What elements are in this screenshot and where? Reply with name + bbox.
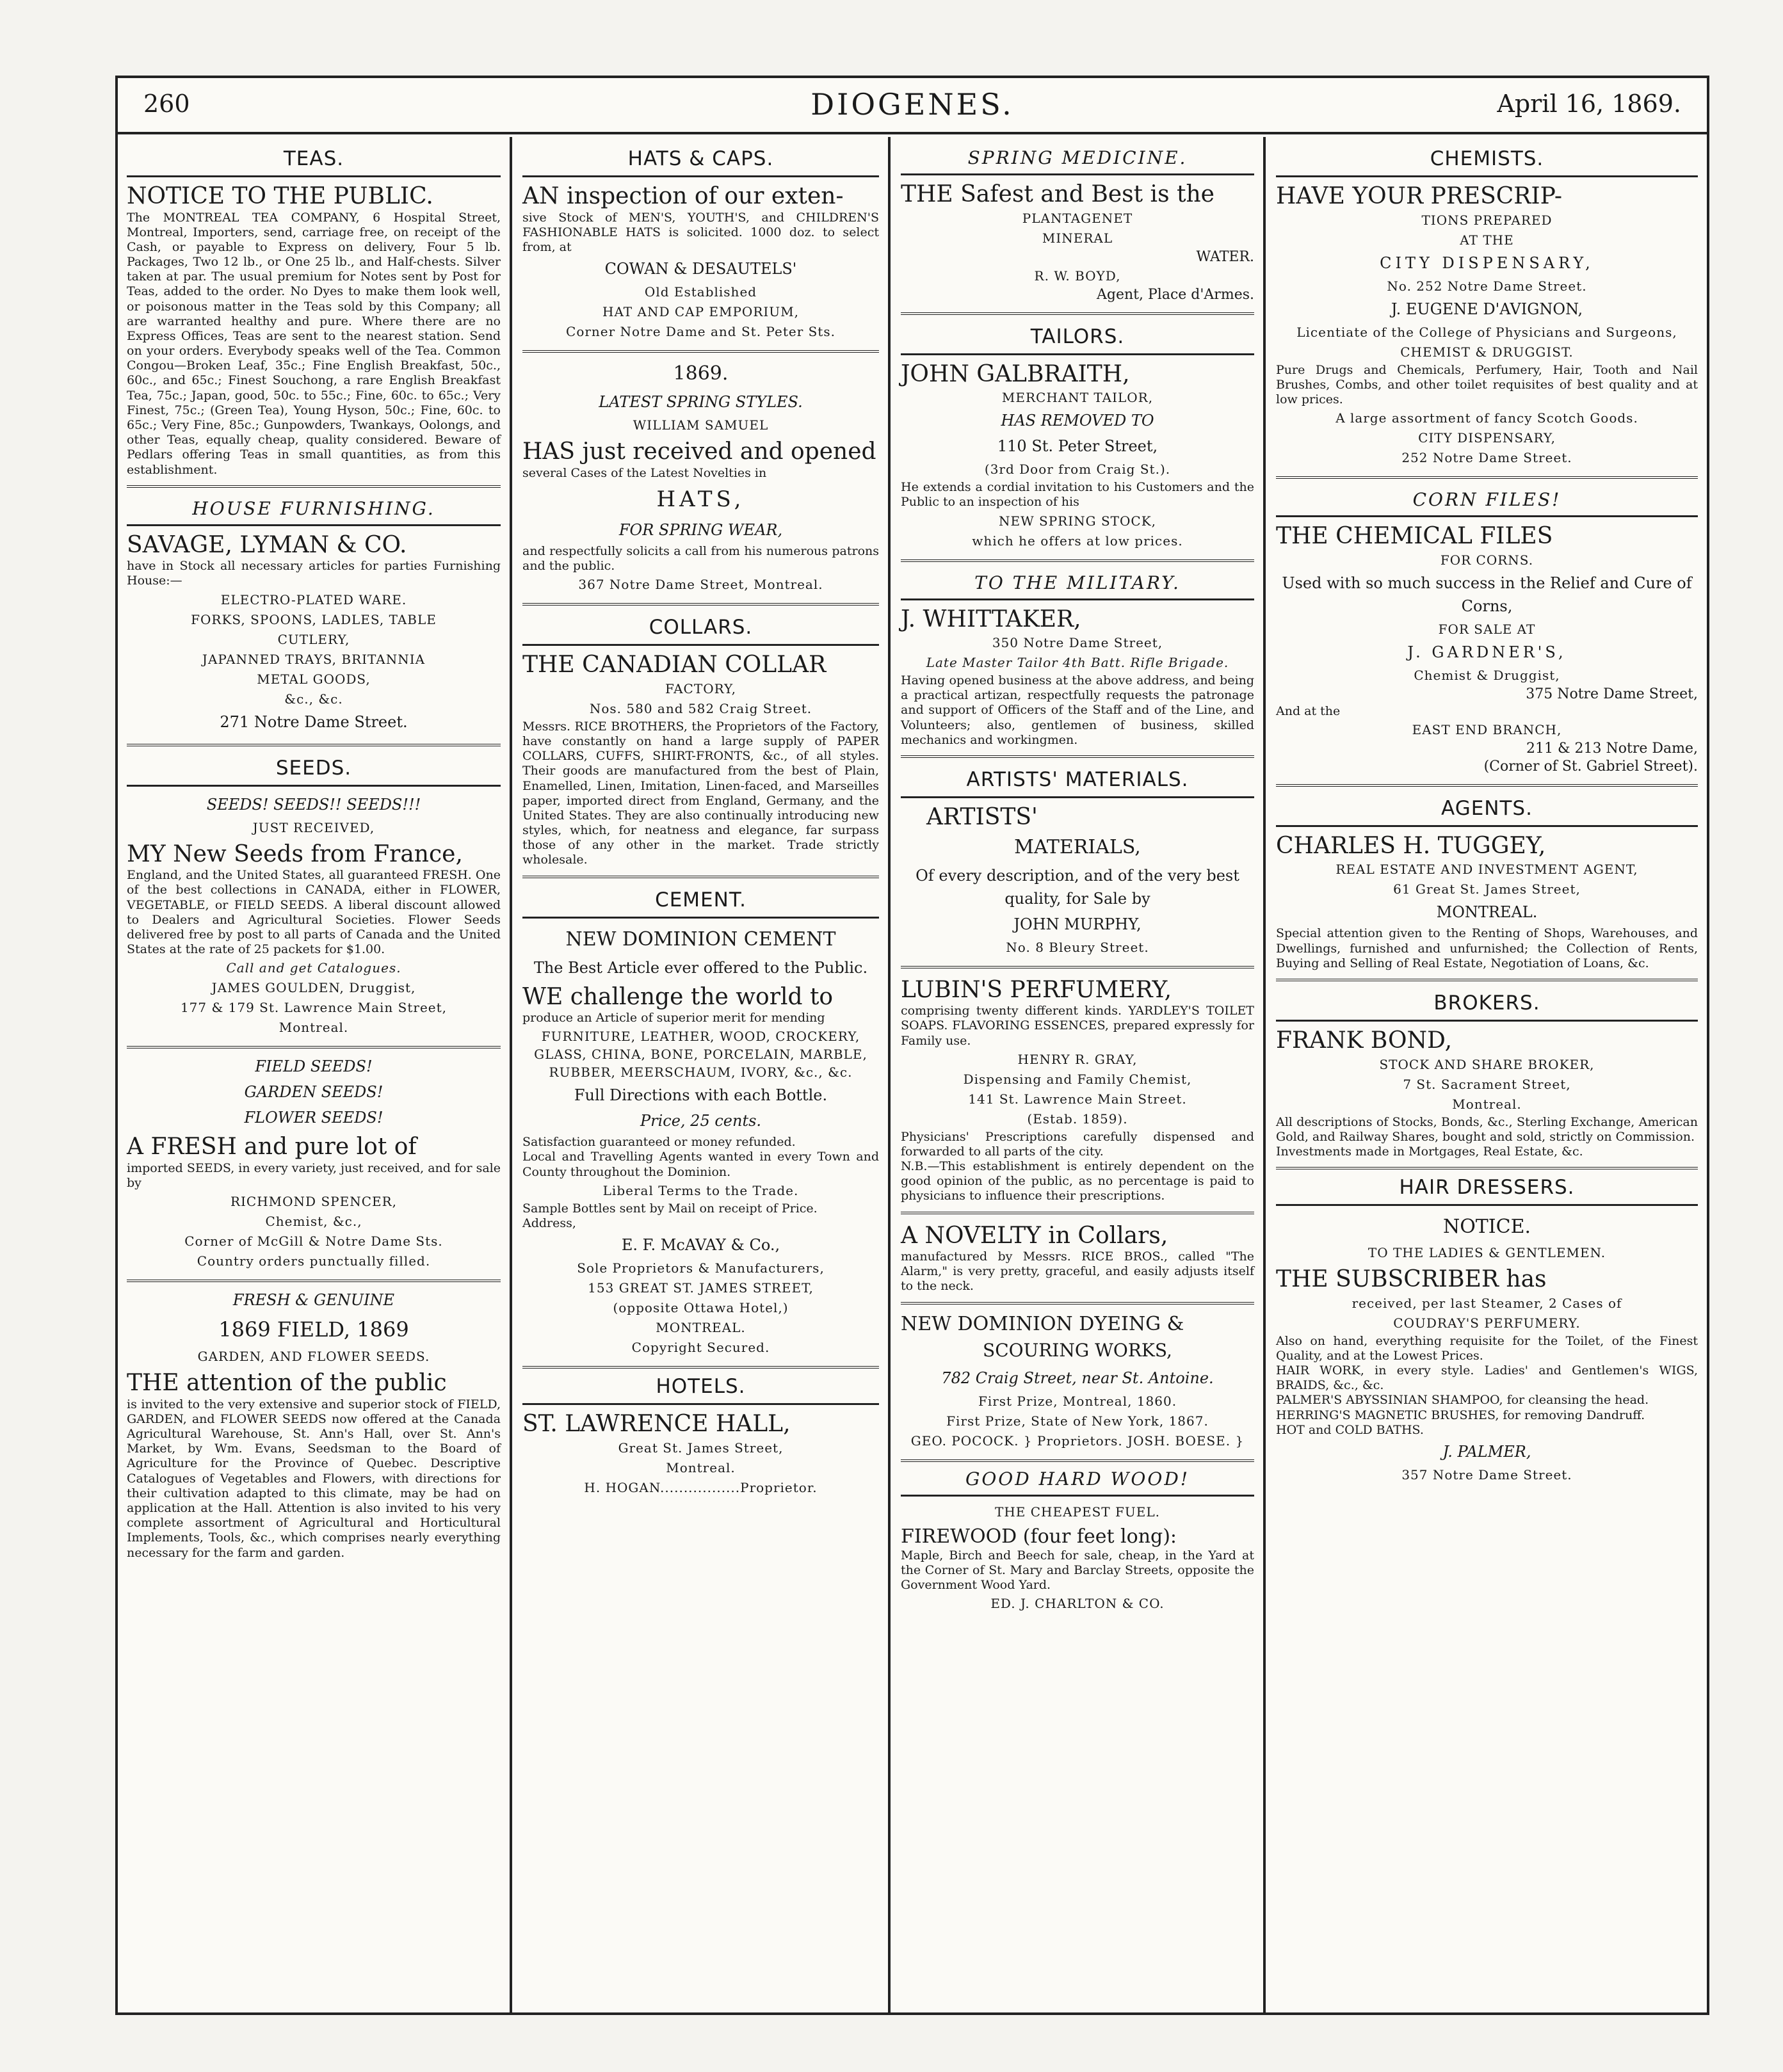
ad-agents (1276, 787, 1698, 981)
ad-body: PALMER'S ABYSSINIAN SHAMPOO, for cleansing the head. (1276, 1393, 1649, 1408)
ad-line: H. HOGAN.................Proprietor. (584, 1479, 818, 1495)
ad-line: CHEMIST & DRUGGIST. (1400, 344, 1574, 360)
ad-artists-materials (901, 758, 1254, 968)
ad-line: First Prize, Montreal, 1860. (978, 1393, 1177, 1409)
ad-body: manufactured by Messrs. RICE BROS., called "The Alarm," is very pretty, graceful, and easily adjusts itself to the neck. (901, 1249, 1254, 1294)
ad-address: 177 & 179 St. Lawrence Main Street, (180, 1000, 448, 1016)
ad-body: Investments made in Mortgages, Real Estate, &c. (1276, 1144, 1583, 1159)
ad-field-seeds (127, 1048, 501, 1282)
ad-house-furnishing (127, 488, 501, 746)
ad-name: WILLIAM SAMUEL (633, 417, 769, 433)
ad-headline: AN inspection of our exten- (522, 183, 844, 209)
ad-address: 61 Great St. James Street, (1393, 881, 1581, 897)
section-heading: SEEDS. (127, 750, 501, 787)
ad-body: HERRING'S MAGNETIC BRUSHES, for removing Dandruff. (1276, 1408, 1645, 1422)
ad-line: PLANTAGENET (1022, 210, 1133, 226)
ad-line: Country orders punctually filled. (197, 1253, 431, 1269)
section-heading: HOUSE FURNISHING. (127, 492, 501, 526)
ad-line: HAS REMOVED TO (1001, 412, 1154, 430)
section-heading: SPRING MEDICINE. (901, 141, 1254, 175)
ad-name: HENRY R. GRAY, (1017, 1051, 1138, 1067)
ad-headline: THE attention of the public (127, 1370, 447, 1397)
ad-line: METAL GOODS, (257, 671, 371, 687)
ad-body: produce an Article of superior merit for mending (522, 1011, 825, 1025)
ad-name: CITY DISPENSARY, (1418, 430, 1556, 446)
ad-name: JAMES GOULDEN, Druggist, (211, 980, 416, 996)
ad-line: MINERAL (1042, 230, 1113, 246)
ad-tailors (901, 315, 1254, 562)
ad-line: TO THE LADIES & GENTLEMEN. (1368, 1245, 1606, 1261)
column-divider (888, 137, 891, 2012)
ad-body: and respectfully solicits a call from his numerous patrons and the public. (522, 543, 879, 574)
ad-headline: THE CHEMICAL FILES (1276, 523, 1553, 550)
ad-line: MERCHANT TAILOR, (1001, 390, 1154, 406)
section-heading: BROKERS. (1276, 985, 1698, 1022)
ad-dyeing-works (901, 1305, 1254, 1462)
ad-body: Having opened business at the above address, and being a practical artizan, respectfully requests the patronage and support of Officers of the Staff and of the Line, and Volunteers; also, gentlemen of business, skilled mechanics and workingmen. (901, 673, 1254, 747)
ad-hats-caps (522, 137, 879, 353)
ad-headline: NOTICE TO THE PUBLIC. (127, 183, 433, 209)
section-heading: TAILORS. (901, 319, 1254, 355)
ad-address: No. 8 Bleury Street. (1006, 939, 1149, 955)
ad-headline: FIREWOOD (four feet long): (901, 1525, 1177, 1548)
column-divider (1263, 137, 1266, 2012)
ad-body: sive Stock of MEN'S, YOUTH'S, and CHILDREN'S FASHIONABLE HATS is solicited. 1000 doz. to select from, at (522, 210, 879, 254)
ad-headline: ARTISTS' (926, 803, 1038, 830)
ad-body: All descriptions of Stocks, Bonds, &c., Sterling Exchange, American Gold, and Railway Shares, bought and sold, strictly on Commission. (1276, 1114, 1698, 1144)
ad-name: RICHMOND SPENCER, (230, 1194, 398, 1210)
ad-body: Also on hand, everything requisite for the Toilet, of the Finest Quality, and at the Lowest Prices. (1276, 1333, 1698, 1363)
ad-line: (opposite Ottawa Hotel,) (613, 1300, 789, 1316)
ad-teas (127, 137, 501, 488)
ad-body: Of every description, and of the very best quality, for Sale by (916, 866, 1239, 908)
ad-line: Licentiate of the College of Physicians and Surgeons, (1296, 324, 1677, 340)
ad-body: imported SEEDS, in every variety, just received, and for sale by (127, 1160, 501, 1191)
ad-line: FIELD SEEDS! (255, 1057, 373, 1076)
ad-name: J. EUGENE D'AVIGNON, (1391, 300, 1583, 318)
ad-name: R. W. BOYD, (1034, 268, 1121, 284)
ad-headline: WE challenge the world to (522, 983, 834, 1010)
ad-lubin-perfumery (901, 968, 1254, 1214)
ad-body: He extends a cordial invitation to his Customers and the Public to an inspection of his (901, 480, 1254, 510)
ad-line: Liberal Terms to the Trade. (602, 1182, 799, 1198)
ad-brokers (1276, 981, 1698, 1169)
ad-line: EAST END BRANCH, (1412, 721, 1562, 737)
ad-line: GARDEN, AND FLOWER SEEDS. (197, 1349, 430, 1365)
ad-spring-medicine (901, 137, 1254, 315)
ad-line: STOCK AND SHARE BROKER, (1379, 1056, 1595, 1072)
ad-address: Corner of McGill & Notre Dame Sts. (184, 1233, 443, 1249)
ad-line: AT THE (1460, 232, 1514, 248)
ad-line: The Best Article ever offered to the Public. (533, 958, 868, 977)
ad-address: 350 Notre Dame Street, (992, 635, 1163, 651)
ad-city: Montreal. (278, 1020, 349, 1036)
ad-line: HAT AND CAP EMPORIUM, (602, 304, 799, 320)
ad-line: Copyright Secured. (631, 1340, 770, 1356)
ad-headline: LUBIN'S PERFUMERY, (901, 976, 1172, 1003)
section-heading: GOOD HARD WOOD! (901, 1462, 1254, 1497)
column-3 (892, 137, 1263, 2012)
ad-line: FLOWER SEEDS! (244, 1109, 383, 1127)
page-number: 260 (143, 90, 190, 118)
ad-address: 211 & 213 Notre Dame, (1526, 740, 1698, 757)
ad-line: HATS, (656, 486, 745, 512)
ad-name: CITY DISPENSARY, (1380, 253, 1594, 272)
ad-headline: HAS just received and opened (522, 438, 876, 465)
ad-name: COWAN & DESAUTELS' (604, 260, 797, 278)
ad-line: (Corner of St. Gabriel Street). (1483, 758, 1698, 775)
ad-city: MONTREAL. (1436, 903, 1538, 922)
ad-body: England, and the United States, all guaranteed FRESH. One of the best collections in CANADA, either in FLOWER, VEGETABLE, or FIELD SEEDS. A liberal discount allowed to Dealers and Agricultural Societies. Flower Seeds delivered free by post to all parts of Canada and the United States at the rate of 25 packets for $1.00. (127, 868, 501, 957)
ad-headline: THE CANADIAN COLLAR (522, 652, 827, 679)
section-heading: CHEMISTS. (1276, 141, 1698, 177)
ad-price: Price, 25 cents. (640, 1112, 762, 1130)
ad-body: several Cases of the Latest Novelties in (522, 465, 767, 480)
ad-line: 1869. (673, 362, 729, 385)
section-heading: HAIR DRESSERS. (1276, 1169, 1698, 1206)
ad-line: Chemist & Druggist, (1414, 667, 1560, 683)
ad-line: ELECTRO-PLATED WARE. (220, 591, 407, 607)
ad-headline: SAVAGE, LYMAN & CO. (127, 531, 407, 558)
ad-line: Full Directions with each Bottle. (574, 1086, 828, 1105)
ad-address: 375 Notre Dame Street, (1526, 686, 1698, 702)
ad-line: 1869 FIELD, 1869 (218, 1317, 409, 1342)
newspaper-page (115, 76, 1709, 2015)
ad-line: (3rd Door from Craig St.). (984, 462, 1171, 478)
ad-line: Late Master Tailor 4th Batt. Rifle Brigade. (926, 655, 1229, 671)
ad-address: 153 GREAT ST. JAMES STREET, (588, 1280, 814, 1296)
ad-line: Agent, Place d'Armes. (1097, 286, 1254, 303)
column-2 (513, 137, 888, 2012)
ad-body: Maple, Birch and Beech for sale, cheap, in the Yard at the Corner of St. Mary and Barclay Streets, opposite the Government Wood Yard. (901, 1548, 1254, 1592)
section-heading: CEMENT. (522, 882, 879, 919)
ad-city: Montreal. (666, 1459, 736, 1475)
ad-name: E. F. McAVAY & Co., (621, 1236, 780, 1255)
section-heading: COLLARS. (522, 609, 879, 646)
issue-date: April 16, 1869. (1497, 90, 1681, 118)
ad-headline: A FRESH and pure lot of (127, 1134, 417, 1160)
ad-headline: A NOVELTY in Collars, (901, 1222, 1168, 1249)
ad-line: Dispensing and Family Chemist, (963, 1071, 1192, 1087)
ad-line: received, per last Steamer, 2 Cases of (1351, 1295, 1622, 1311)
ad-line: Sole Proprietors & Manufacturers, (577, 1260, 825, 1276)
ad-subheading: FRESH & GENUINE (232, 1291, 395, 1310)
ad-collars (522, 606, 879, 878)
ad-body: HAIR WORK, in every style. Ladies' and Gentlemen's WIGS, BRAIDS, &c., &c. (1276, 1363, 1698, 1393)
ad-address: Great St. James Street, (618, 1440, 784, 1456)
column-1 (118, 137, 510, 2012)
ad-line: FURNITURE, LEATHER, WOOD, CROCKERY, GLASS, CHINA, BONE, PORCELAIN, MARBLE, RUBBER, MEERSCHAUM, IVORY, &c., &c. (534, 1029, 867, 1080)
ad-city: Montreal. (1452, 1096, 1522, 1112)
section-heading: CORN FILES! (1276, 483, 1698, 517)
ad-city: MONTREAL. (656, 1320, 746, 1336)
section-heading: HOTELS. (522, 1369, 879, 1405)
section-heading: TO THE MILITARY. (901, 566, 1254, 600)
ad-fresh-seeds (127, 1282, 501, 1560)
column-4 (1267, 137, 1707, 2012)
ad-body: Special attention given to the Renting of Shops, Warehouses, and Dwellings, furnished and unfurnished; the Collection of Rents, Buying and Selling of Real Estate, Negotiation of Loans, &c. (1276, 926, 1698, 970)
ad-headline: FRANK BOND, (1276, 1027, 1453, 1054)
ad-body: comprising twenty different kinds. YARDLEY'S TOILET SOAPS. FLAVORING ESSENCES, prepared expressly for Family use. (901, 1004, 1254, 1048)
ad-line: which he offers at low prices. (972, 533, 1183, 549)
ad-body: Used with so much success in the Relief and Cure of Corns, (1282, 574, 1692, 615)
ad-line: NOTICE. (1442, 1216, 1531, 1239)
ad-address: 7 St. Sacrament Street, (1403, 1076, 1571, 1092)
ad-line: JUST RECEIVED, (252, 819, 375, 835)
masthead (118, 78, 1707, 134)
ad-address: No. 252 Notre Dame Street. (1387, 278, 1587, 294)
ad-address: 252 Notre Dame Street. (1401, 450, 1572, 466)
ad-corn-files (1276, 479, 1698, 787)
ad-headline: NEW DOMINION DYEING & (901, 1312, 1184, 1335)
ad-line: REAL ESTATE AND INVESTMENT AGENT, (1335, 862, 1638, 878)
ad-address: 271 Notre Dame Street. (220, 712, 408, 731)
ad-chemists (1276, 137, 1698, 479)
newspaper-title: DIOGENES. (811, 87, 1014, 122)
ad-name: J. GARDNER'S, (1407, 643, 1567, 661)
ad-line: JAPANNED TRAYS, BRITANNIA (202, 651, 426, 667)
section-heading: TEAS. (127, 141, 501, 177)
ad-headline: NEW DOMINION CEMENT (565, 928, 836, 951)
ad-line: Call and get Catalogues. (226, 960, 401, 976)
ad-line: MATERIALS, (1014, 835, 1141, 858)
ad-name: ED. J. CHARLTON & CO. (990, 1596, 1165, 1612)
ad-body: is invited to the very extensive and superior stock of FIELD, GARDEN, and FLOWER SEEDS now offered at the Canada Agricultural Warehouse, St. Ann's Hall, over St. Ann's Market, by Wm. Evans, Seedsman to the Board of Agriculture for the Province of Quebec. Descriptive Catalogues of Vegetables and Flowers, with directions for their cultivation adapted to this climate, may be had on application at the Hall. Attention is also invited to his very complete assortment of Agricultural and Horticultural Implements, Tools, &c., which comprises nearly everything necessary for the farm and garden. (127, 1397, 501, 1560)
ad-headline: ST. LAWRENCE HALL, (522, 1411, 791, 1438)
ad-line: FOR SPRING WEAR, (618, 520, 783, 539)
ad-line: THE CHEAPEST FUEL. (995, 1504, 1160, 1520)
ad-headline: MY New Seeds from France, (127, 840, 463, 867)
ad-line: WATER. (1196, 248, 1254, 265)
ad-cement (522, 878, 879, 1369)
ad-line: FACTORY, (665, 680, 737, 696)
ad-line: (Estab. 1859). (1027, 1111, 1128, 1127)
ad-body: Sample Bottles sent by Mail on receipt of Price. (522, 1201, 818, 1216)
ad-body: Pure Drugs and Chemicals, Perfumery, Hair, Tooth and Nail Brushes, Combs, and other toilet requisites of best quality and at low prices. (1276, 362, 1698, 406)
ad-novelty-collars (901, 1214, 1254, 1305)
ad-subheading: LATEST SPRING STYLES. (599, 393, 803, 412)
ad-military (901, 562, 1254, 758)
ad-address: 357 Notre Dame Street. (1401, 1466, 1572, 1482)
ad-body: Satisfaction guaranteed or money refunded. (522, 1135, 796, 1150)
section-heading: ARTISTS' MATERIALS. (901, 762, 1254, 798)
ad-seeds (127, 746, 501, 1049)
ad-spring-styles (522, 353, 879, 606)
column-divider (510, 137, 512, 2012)
ad-line: &c., &c. (284, 691, 343, 707)
ad-line: FOR CORNS. (1440, 552, 1534, 568)
ad-address: 141 St. Lawrence Main Street. (968, 1091, 1187, 1107)
ad-hotels (522, 1369, 879, 1497)
ad-hair-dressers (1276, 1169, 1698, 1484)
ad-name: JOHN MURPHY, (1013, 915, 1142, 933)
ad-line: A large assortment of fancy Scotch Goods. (1335, 410, 1638, 426)
section-heading: HATS & CAPS. (522, 141, 879, 177)
ad-line: TIONS PREPARED (1421, 212, 1553, 228)
ad-address: Nos. 580 and 582 Craig Street. (589, 700, 812, 716)
ad-line: Chemist, &c., (265, 1214, 362, 1230)
ad-address: 110 St. Peter Street, (997, 437, 1158, 456)
ad-line: NEW SPRING STOCK, (998, 513, 1156, 529)
ad-headline: THE Safest and Best is the (901, 181, 1214, 207)
ad-address: Corner Notre Dame and St. Peter Sts. (566, 324, 835, 340)
section-heading: AGENTS. (1276, 791, 1698, 827)
ad-headline: J. WHITTAKER, (901, 606, 1081, 632)
ad-body: Address, (522, 1216, 576, 1230)
ad-headline: HAVE YOUR PRESCRIP- (1276, 183, 1563, 209)
ad-body: Physicians' Prescriptions carefully dispensed and forwarded to all parts of the city. (901, 1129, 1254, 1159)
ad-line: FOR SALE AT (1438, 621, 1536, 637)
ad-address: 367 Notre Dame Street, Montreal. (578, 577, 823, 593)
ad-line: COUDRAY'S PERFUMERY. (1393, 1315, 1581, 1331)
ad-name: GEO. POCOCK. } Proprietors. JOSH. BOESE. } (910, 1433, 1245, 1449)
ad-line: CUTLERY, (277, 631, 350, 647)
ad-firewood (901, 1462, 1254, 1613)
ad-body: HOT and COLD BATHS. (1276, 1422, 1424, 1437)
ad-body: have in Stock all necessary articles for parties Furnishing House:— (127, 559, 501, 588)
ad-headline: JOHN GALBRAITH, (901, 360, 1130, 387)
ad-address: 782 Craig Street, near St. Antoine. (941, 1369, 1214, 1387)
ad-line: Old Established (644, 284, 757, 300)
ad-body: And at the (1276, 703, 1341, 718)
ad-name: J. PALMER, (1442, 1442, 1531, 1461)
ad-line: FORKS, SPOONS, LADLES, TABLE (191, 611, 437, 627)
ad-body: Local and Travelling Agents wanted in every Town and County throughout the Dominion. (522, 1150, 879, 1179)
ad-line: First Prize, State of New York, 1867. (946, 1413, 1209, 1429)
ad-line: GARDEN SEEDS! (244, 1083, 383, 1102)
ad-body: Messrs. RICE BROTHERS, the Proprietors of the Factory, have constantly on hand a large supply of PAPER COLLARS, CUFFS, SHIRT-FRONTS, &c., of all styles. Their goods are manufactured from the best of Plain, Enamelled, Linen, Imitation, Linen-faced, and Marseilles paper, imported direct from England, Germany, and the United States. They are also continually introducing new styles, which, for neatness and elegance, far surpass those of any other in the market. Trade strictly wholesale. (522, 719, 879, 867)
ad-body: The MONTREAL TEA COMPANY, 6 Hospital Street, Montreal, Importers, send, carriage free, on receipt of the Cash, or payable to Express on delivery, Four 5 lb. Packages, Two 12 lb., or One 25 lb., and Half-chests. Silver taken at par. The usual premium for Notes sent by Post for Teas, added to the order. No Dyes to make them look well, or poisonous matter in the Teas sold by this Company; all are warranted healthy and pure. Where there are no Express Offices, Teas are sent to the nearest station. Send on your orders. Everybody speaks well of the Tea. Common Congou—Broken Leaf, 35c.; Fine English Breakfast, 50c., 60c., and 65c.; Finest Souchong, a rare English Breakfast Tea, 75c.; Japan, good, 50c. to 55c.; Fine, 60c. to 65c.; Very Finest, 75c.; (Green Tea), Young Hyson, 50c.; Fine, 60c. to 65c.; Very Fine, 85c.; Gunpowders, Twankays, Oolongs, and other Teas, equally cheap, quality considered. Beware of Pedlars offering Teas in small quantities, as from this establishment. (127, 210, 501, 477)
ad-headline: CHARLES H. TUGGEY, (1276, 832, 1546, 859)
ad-headline: THE SUBSCRIBER has (1276, 1266, 1547, 1293)
ad-line: SCOURING WORKS, (983, 1339, 1172, 1361)
ad-subheading: SEEDS! SEEDS!! SEEDS!!! (206, 795, 421, 814)
ad-body: N.B.—This establishment is entirely dependent on the good opinion of the public, as no percentage is paid to physicians to influence their prescriptions. (901, 1159, 1254, 1203)
